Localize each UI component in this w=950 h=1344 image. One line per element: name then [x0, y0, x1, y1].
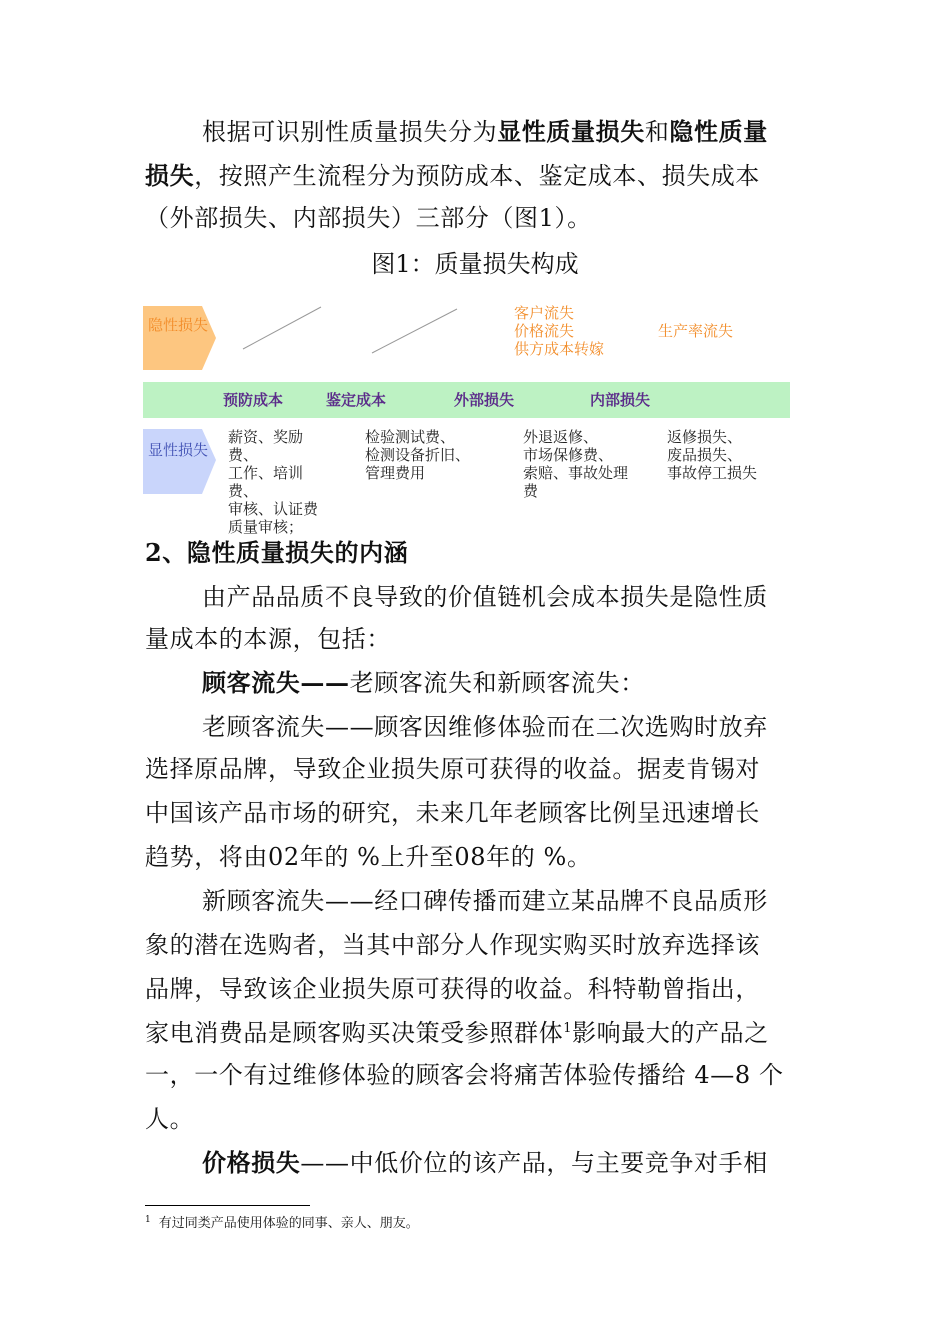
cost-item: 质量审核；	[228, 518, 304, 536]
price-loss-heading: 价格损失	[202, 1148, 301, 1177]
cost-item: 市场保修费、	[523, 446, 614, 464]
cost-item: 管理费用	[365, 464, 426, 482]
footnote	[145, 1211, 419, 1233]
cost-item: 外退返修、	[523, 428, 599, 446]
p4-line-6: 人。	[145, 1105, 195, 1133]
intro-bold-hidden: 隐性质量	[669, 117, 768, 146]
p4-line-5: 一，一个有过维修体验的顾客会将痛苦体验传播给 4—8 个	[145, 1061, 784, 1089]
p4-text: 影响最大的产品之	[572, 1019, 769, 1047]
intro-text: 和	[644, 118, 670, 146]
band-label-external: 外部损失	[454, 391, 515, 409]
cost-item: 费	[523, 482, 539, 500]
p3-line-1: 老顾客流失——顾客因维修体验而在二次选购时放弃	[202, 713, 768, 741]
p3-line-3: 中国该产品市场的研究，未来几年老顾客比例呈迅速增长	[145, 799, 760, 827]
intro-line-1	[202, 111, 768, 153]
intro-line-3: （外部损失、内部损失）三部分（图1）。	[145, 204, 592, 232]
cost-item: 检测设备折旧、	[365, 446, 471, 464]
p3-line-2: 选择原品牌，导致企业损失原可获得的收益。据麦肯锡对	[145, 755, 760, 783]
quality-loss-diagram	[0, 295, 950, 535]
intro-text: ，按照产生流程分为预防成本、鉴定成本、损失成本	[194, 162, 761, 190]
prevention-items	[228, 428, 318, 536]
cost-item: 薪资、奖励	[228, 428, 304, 446]
cost-item: 检验测试费、	[365, 428, 456, 446]
band-label-internal: 内部损失	[590, 391, 651, 409]
cost-item: 费、	[228, 482, 259, 500]
p4-line-2: 象的潜在选购者，当其中部分人作现实购买时放弃选择该	[145, 931, 760, 959]
hidden-loss-label: 隐性损失	[148, 316, 209, 334]
p1-line-2: 量成本的本源，包括：	[145, 625, 391, 653]
cost-item: 返修损失、	[667, 428, 743, 446]
section-heading: 2、隐性质量损失的内涵	[145, 538, 409, 567]
footnote-mark: 1	[145, 1215, 151, 1225]
appraisal-items	[365, 428, 470, 482]
hidden-item: 价格流失	[514, 322, 575, 340]
cost-item: 事故停工损失	[667, 464, 758, 482]
external-items	[523, 428, 628, 500]
cost-item: 废品损失、	[667, 446, 743, 464]
p1-line-1: 由产品品质不良导致的价值链机会成本损失是隐性质	[202, 583, 768, 611]
customer-loss-heading: 顾客流失——	[202, 668, 350, 697]
p5-text: ——中低价位的该产品，与主要竞争对手相	[300, 1149, 768, 1177]
visible-loss-label: 显性损失	[148, 441, 209, 459]
hidden-item: 供方成本转嫁	[514, 340, 605, 358]
divider-line	[372, 309, 457, 353]
band-label-prevention: 预防成本	[223, 391, 284, 409]
visible-loss-arrow	[143, 429, 216, 494]
p5-line	[202, 1142, 768, 1184]
intro-line-2	[145, 155, 760, 197]
p2-line	[202, 662, 645, 704]
band-label-appraisal: 鉴定成本	[326, 391, 387, 409]
p3-line-4: 趋势，将由02年的 %上升至08年的 %。	[145, 843, 592, 871]
p4-line-1: 新顾客流失——经口碑传播而建立某品牌不良品质形	[202, 887, 768, 915]
footnote-text: 有过同类产品使用体验的同事、亲人、朋友。	[158, 1216, 419, 1232]
p4-line-4	[145, 1012, 769, 1054]
divider-line	[243, 307, 321, 349]
footnote-divider	[145, 1205, 310, 1206]
hidden-item: 客户流失	[514, 304, 575, 322]
internal-items	[667, 428, 757, 482]
cost-item: 审核、认证费	[228, 500, 319, 518]
cost-item: 费、	[228, 446, 259, 464]
footnote-reference[interactable]: 1	[563, 1021, 573, 1036]
figure-caption: 图1：质量损失构成	[371, 250, 579, 278]
p4-text: 家电消费品是顾客购买决策受参照群体	[145, 1019, 564, 1047]
hidden-item-productivity: 生产率流失	[658, 322, 734, 340]
p2-text: 老顾客流失和新顾客流失：	[349, 669, 645, 697]
intro-bold-loss: 损失	[145, 161, 195, 190]
p4-line-3: 品牌，导致该企业损失原可获得的收益。科特勒曾指出，	[145, 975, 760, 1003]
diagram-shapes	[0, 295, 950, 535]
intro-text: 根据可识别性质量损失分为	[202, 118, 498, 146]
cost-item: 工作、培训	[228, 464, 304, 482]
cost-item: 索赔、事故处理	[523, 464, 629, 482]
intro-bold-explicit: 显性质量损失	[497, 117, 645, 146]
